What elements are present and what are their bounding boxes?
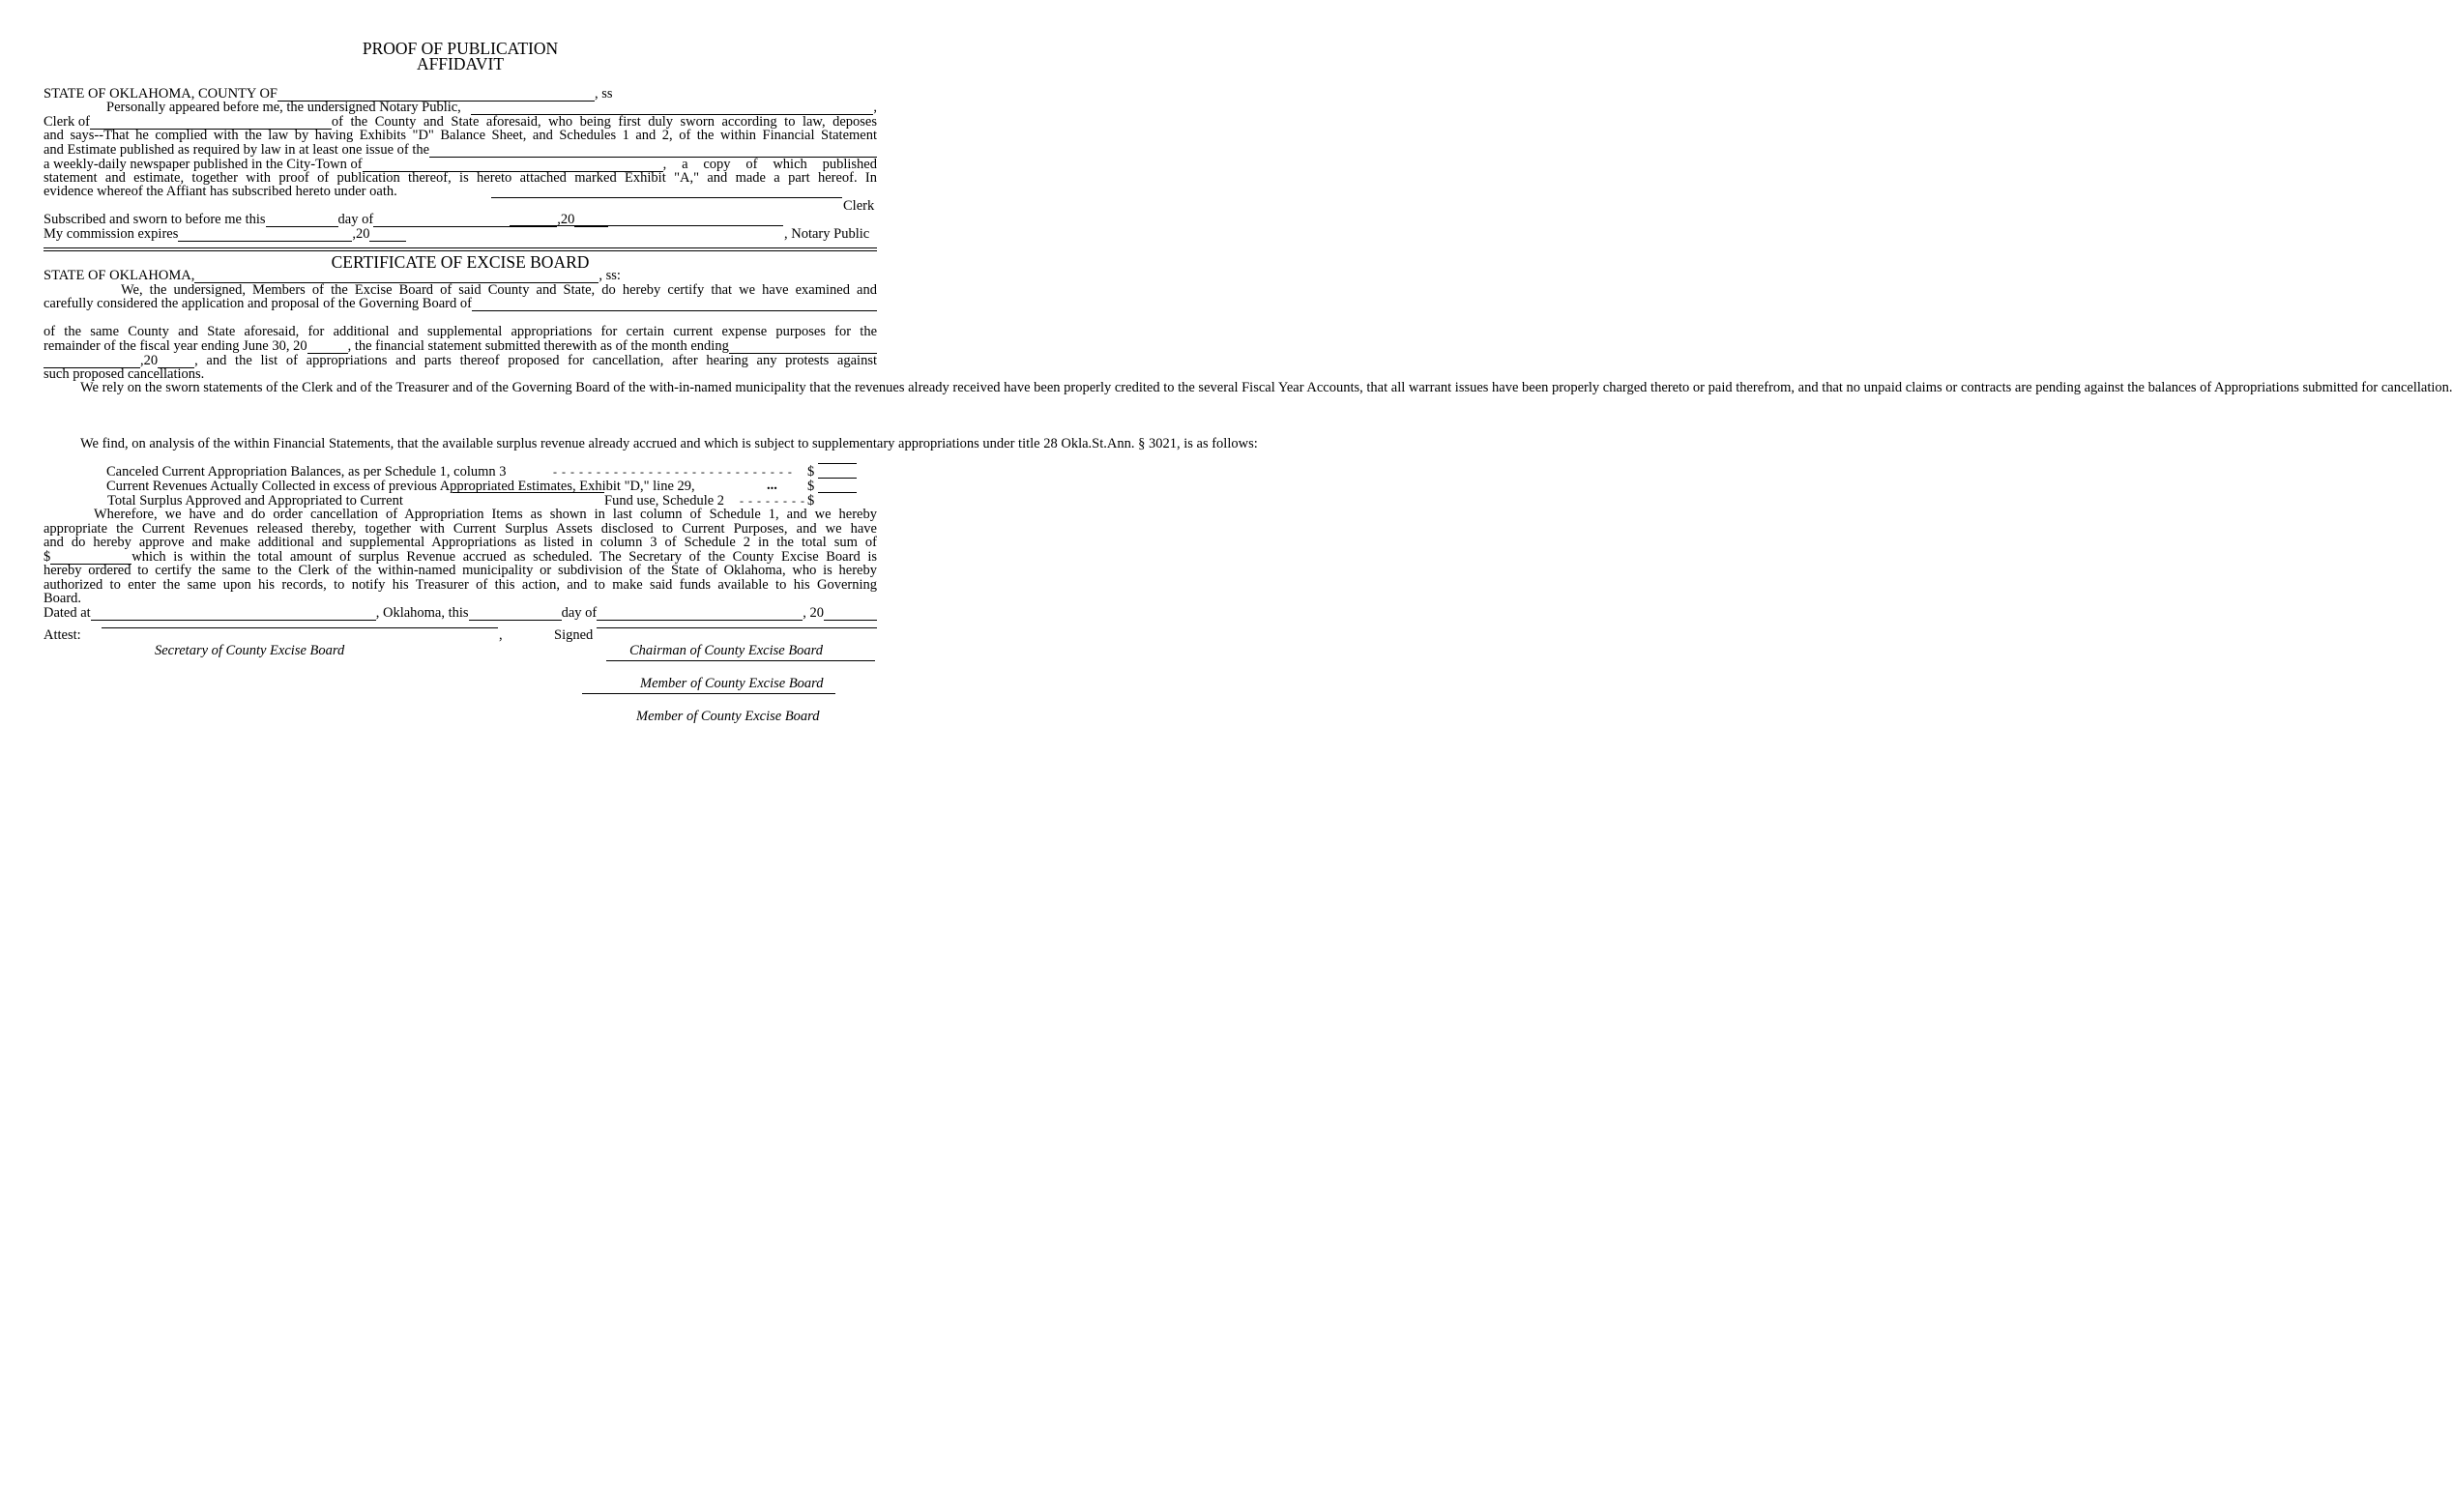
secretary-label: Secretary of County Excise Board [155, 643, 345, 658]
governing-board-blank[interactable] [472, 298, 877, 311]
state-county-label: STATE OF OKLAHOMA, COUNTY OF [44, 86, 277, 102]
item-1-leader: - - - - - - - - - - - - - - - - - - - - - - - - - - - - [553, 465, 793, 479]
attest-label: Attest: [44, 627, 81, 643]
cert-p5-f: authorized to enter the same upon his records, to notify his Treasurer of this action, and to make said funds available to his Governing [44, 577, 877, 593]
year-label: ,20 [557, 212, 575, 227]
cert-p2-c2: , and the list of appropriations and parts thereof proposed for cancellation, after hearing any protests against [194, 353, 877, 368]
total-dollar-sign: $ [44, 549, 51, 565]
affidavit-line-4-text: and Estimate published as required by law in at least one issue of the [44, 142, 430, 158]
dated-year-blank[interactable] [824, 607, 877, 621]
commission-year-label: ,20 [352, 226, 370, 242]
dated-at-place-blank[interactable] [91, 607, 376, 621]
member-2-label: Member of County Excise Board [636, 709, 820, 724]
cert-p2-a: of the same County and State aforesaid, for additional and supplemental appropriations for certain current expense purposes for the [44, 324, 877, 339]
cert-p3: We rely on the sworn statements of the Clerk and of the Treasurer and of the Governing Board of the with-in-named municipality that the revenues already received have been properly credited to the several Fiscal Year Accounts, that all warrant issues have been properly charged thereto or paid therefrom, and that no unpaid claims or contracts are pending against the balances of Appropriations submitted for cancellation. [80, 380, 2453, 395]
item-3-leader: - - - - - - - - [740, 494, 805, 508]
oklahoma-this-label: , Oklahoma, this [375, 605, 469, 621]
chairman-signature-line[interactable] [597, 627, 877, 628]
cert-p4: We find, on analysis of the within Financial Statements, that the available surplus revenue already accrued and which is subject to supplementary appropriations under title 28 Okla.St.Ann. § 3021, is as follows: [80, 436, 1258, 451]
cert-p5-g: Board. [44, 591, 82, 606]
commission-year-blank[interactable] [369, 228, 406, 242]
personally-appeared-line [106, 101, 877, 115]
affidavit-line-6: statement and estimate, together with proof of publication thereof, is hereto attached marked Exhibit "A," and made a part hereof. In [44, 170, 877, 186]
clerk-signature-line[interactable] [491, 197, 842, 198]
section-divider [44, 247, 877, 251]
cert-county-blank[interactable] [194, 270, 599, 283]
cert-state-line [44, 269, 621, 283]
clerk-of-label: Clerk of [44, 114, 90, 130]
dated-month-blank[interactable] [597, 607, 803, 621]
title-line-2: AFFIDAVIT [416, 54, 505, 73]
subscribed-text: Subscribed and sworn to before me this [44, 212, 266, 227]
dated-day-blank[interactable] [469, 607, 562, 621]
affiant-name-blank[interactable] [471, 102, 874, 115]
dated-at-line [44, 606, 877, 621]
cert-p2-c1: ,20 [140, 353, 159, 368]
commission-text: My commission expires [44, 226, 179, 242]
dated-at-label: Dated at [44, 605, 91, 621]
cert-p2-d: such proposed cancellations. [44, 366, 205, 382]
cert-p2-b2: , the financial statement submitted therewith as of the month ending [347, 338, 729, 354]
item-1-dollar: $ [807, 464, 815, 480]
affidavit-line-5-text: a weekly-daily newspaper published in the City-Town of [44, 157, 363, 172]
member-1-signature-line[interactable] [606, 660, 875, 661]
chairman-label: Chairman of County Excise Board [629, 643, 824, 658]
item-3-fund-use: Fund use, Schedule 2 [604, 493, 725, 509]
item-2-dollar: $ [807, 479, 815, 494]
cert-p1-b: carefully considered the application and proposal of the Governing Board of [44, 296, 472, 311]
item-3-amount-blank[interactable] [818, 492, 857, 493]
cert-p2-b-line [44, 339, 877, 354]
cert-p5-c: and do hereby approve and make additional and supplemental Appropriations as listed in column 3 of Schedule 2 in the total sum of [44, 535, 877, 550]
item-1-text: Canceled Current Appropriation Balances, as per Schedule 1, column 3 [106, 464, 507, 480]
item-3-text: Total Surplus Approved and Appropriated to Current [107, 493, 403, 509]
ss-label: , ss [595, 86, 613, 102]
certificate-title: CERTIFICATE OF EXCISE BOARD [331, 252, 590, 272]
attest-comma: , [499, 627, 503, 643]
fiscal-year-blank[interactable] [307, 340, 348, 354]
affidavit-line-7: evidence whereof the Affiant has subscribed hereto under oath. [44, 184, 397, 199]
item-1-amount-blank[interactable] [818, 463, 857, 464]
item-2-text: Current Revenues Actually Collected in excess of previous Appropriated Estimates, Exhibit "D," line 29, [106, 479, 695, 494]
item-2-amount-blank[interactable] [818, 478, 857, 479]
cert-state-label: STATE OF OKLAHOMA, [44, 268, 195, 283]
dated-year-label: , 20 [803, 605, 824, 621]
item-2-dots: ... [767, 478, 777, 493]
clerk-label: Clerk [843, 198, 875, 214]
item-3-dollar: $ [807, 493, 815, 509]
commission-date-blank[interactable] [178, 228, 352, 242]
dated-day-of-label: day of [561, 605, 598, 621]
secretary-signature-line[interactable] [102, 627, 498, 628]
cert-p5-b: appropriate the Current Revenues released thereby, together with Current Surplus Assets disclosed to Current Purposes, and we have [44, 521, 877, 537]
comma: , [873, 100, 877, 115]
notary-public-label: , Notary Public [784, 226, 870, 242]
signed-label: Signed [554, 627, 594, 643]
personally-appeared-text: Personally appeared before me, the undersigned Notary Public, [106, 100, 461, 115]
cert-p1-b-line [44, 297, 877, 311]
clerk-of-rest: of the County and State aforesaid, who being first duly sworn according to law, deposes [331, 114, 877, 130]
affidavit-title [44, 41, 877, 72]
cert-p5-e: hereby ordered to certify the same to the Clerk of the within-named municipality or subdivision of the State of Oklahoma, who is hereby [44, 563, 877, 578]
notary-signature-line[interactable] [510, 225, 783, 226]
cert-p1-a: We, the undersigned, Members of the Excise Board of said County and State, do hereby certify that we have examined and [121, 282, 877, 298]
member-1-label: Member of County Excise Board [640, 676, 824, 691]
affidavit-line-3: and says--That he complied with the law by having Exhibits "D" Balance Sheet, and Schedules 1 and 2, of the within Financial Statement [44, 128, 877, 143]
affidavit-line-4 [44, 143, 877, 158]
subscribed-day-blank[interactable] [266, 214, 338, 227]
title-line-1: PROOF OF PUBLICATION [362, 39, 559, 58]
day-of-label: day of [337, 212, 374, 227]
month-ending-blank[interactable] [729, 340, 877, 354]
commission-line [44, 227, 406, 242]
cert-p2-b1: remainder of the fiscal year ending June 30, 20 [44, 338, 307, 354]
member-2-signature-line[interactable] [582, 693, 835, 694]
cert-p5-d: which is within the total amount of surplus Revenue accrued as scheduled. The Secretary of the County Excise Board is [131, 549, 877, 565]
item-3-fund-blank[interactable] [453, 492, 604, 493]
affidavit-line-5-rest: , a copy of which published [662, 157, 877, 172]
cert-ss-label: , ss: [599, 268, 621, 283]
cert-p5-a: Wherefore, we have and do order cancellation of Appropriation Items as shown in last column of Schedule 1, and we hereby [94, 507, 877, 522]
newspaper-blank[interactable] [429, 144, 877, 158]
